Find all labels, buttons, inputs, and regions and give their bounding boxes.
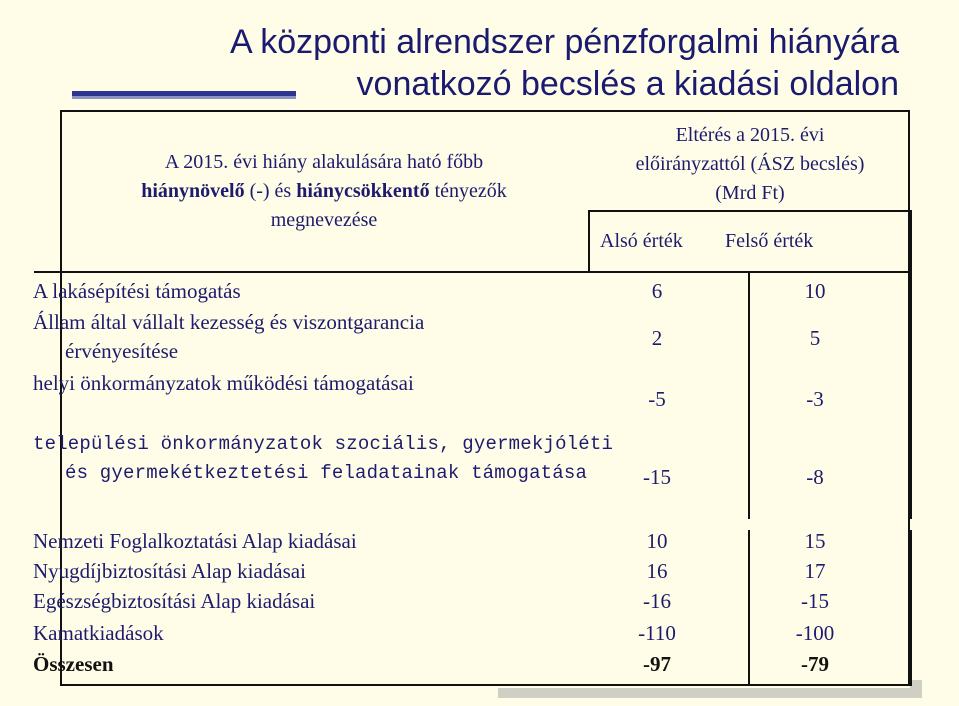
row-label	[33, 430, 613, 488]
row-low-value: -16	[643, 589, 671, 613]
value-column-divider	[748, 271, 750, 519]
header-left-divider	[588, 210, 590, 272]
row-low-value: -110	[638, 621, 676, 645]
slide-title-line1: A központi alrendszer pénzforgalmi hiányára	[229, 23, 899, 61]
row-label: Nemzeti Foglalkoztatási Alap kiadásai	[33, 529, 357, 553]
row-high-value: 10	[804, 279, 826, 303]
column-header-high: Felső érték	[725, 230, 814, 252]
row-high-value: -3	[806, 387, 824, 411]
row-label-line2: érvényesítése	[65, 339, 179, 363]
total-high-value: -79	[801, 652, 829, 676]
row-high-value: 17	[804, 559, 826, 583]
right-column-divider	[910, 271, 912, 519]
row-label	[33, 308, 424, 366]
header-left-line3: megnevezése	[270, 209, 378, 231]
header-deviation	[588, 121, 912, 208]
total-label: Összesen	[33, 652, 114, 676]
row-high-value: 5	[809, 326, 821, 350]
row-low-value: -5	[648, 387, 666, 411]
header-left-line2	[60, 177, 588, 206]
header-left-connector: (-) és	[244, 180, 297, 202]
row-label: Nyugdíjbiztosítási Alap kiadásai	[33, 559, 306, 583]
row-label-line2: és gyermekétkeztetési feladatainak támogatása	[65, 462, 588, 484]
header-right-divider	[910, 210, 912, 272]
row-high-value: 15	[804, 529, 826, 553]
header-increase-label: hiánynövelő	[141, 180, 245, 202]
title-underline-bar	[72, 91, 296, 99]
row-low-value: -15	[643, 465, 671, 489]
body-top-divider	[34, 271, 912, 273]
row-low-value: 2	[651, 326, 663, 350]
right-column-divider-lower	[910, 530, 912, 686]
header-left-line1: A 2015. évi hiány alakulására ható főbb	[164, 151, 484, 173]
header-right-line2: előirányzattól (ÁSZ becslés)	[635, 153, 865, 175]
total-low-value: -97	[643, 652, 671, 676]
header-right-line3: (Mrd Ft)	[715, 182, 785, 204]
header-divider	[588, 210, 912, 212]
row-high-value: -8	[806, 465, 824, 489]
row-label: helyi önkormányzatok működési támogatásai	[33, 371, 414, 395]
frame-shadow	[498, 688, 922, 698]
column-header-low: Alsó érték	[600, 230, 683, 252]
row-low-value: 16	[646, 559, 668, 583]
row-high-value: -100	[795, 621, 835, 645]
row-label-line1: települési önkormányzatok szociális, gyermekjóléti	[33, 433, 614, 455]
row-label: A lakásépítési támogatás	[33, 279, 241, 303]
row-low-value: 6	[651, 279, 663, 303]
header-left-suffix: tényezők	[429, 180, 507, 202]
value-column-divider-lower	[748, 530, 750, 686]
row-low-value: 10	[646, 529, 668, 553]
row-label: Kamatkiadások	[33, 621, 164, 645]
header-factor-name	[60, 148, 588, 235]
row-label: Egészségbiztosítási Alap kiadásai	[33, 589, 316, 613]
row-label-line1: Állam által vállalt kezesség és viszontgarancia	[33, 310, 425, 334]
row-high-value: -15	[801, 589, 829, 613]
slide-title-line2: vonatkozó becslés a kiadási oldalon	[356, 65, 899, 103]
header-decrease-label: hiánycsökkentő	[296, 180, 430, 202]
header-right-line1: Eltérés a 2015. évi	[675, 124, 825, 146]
